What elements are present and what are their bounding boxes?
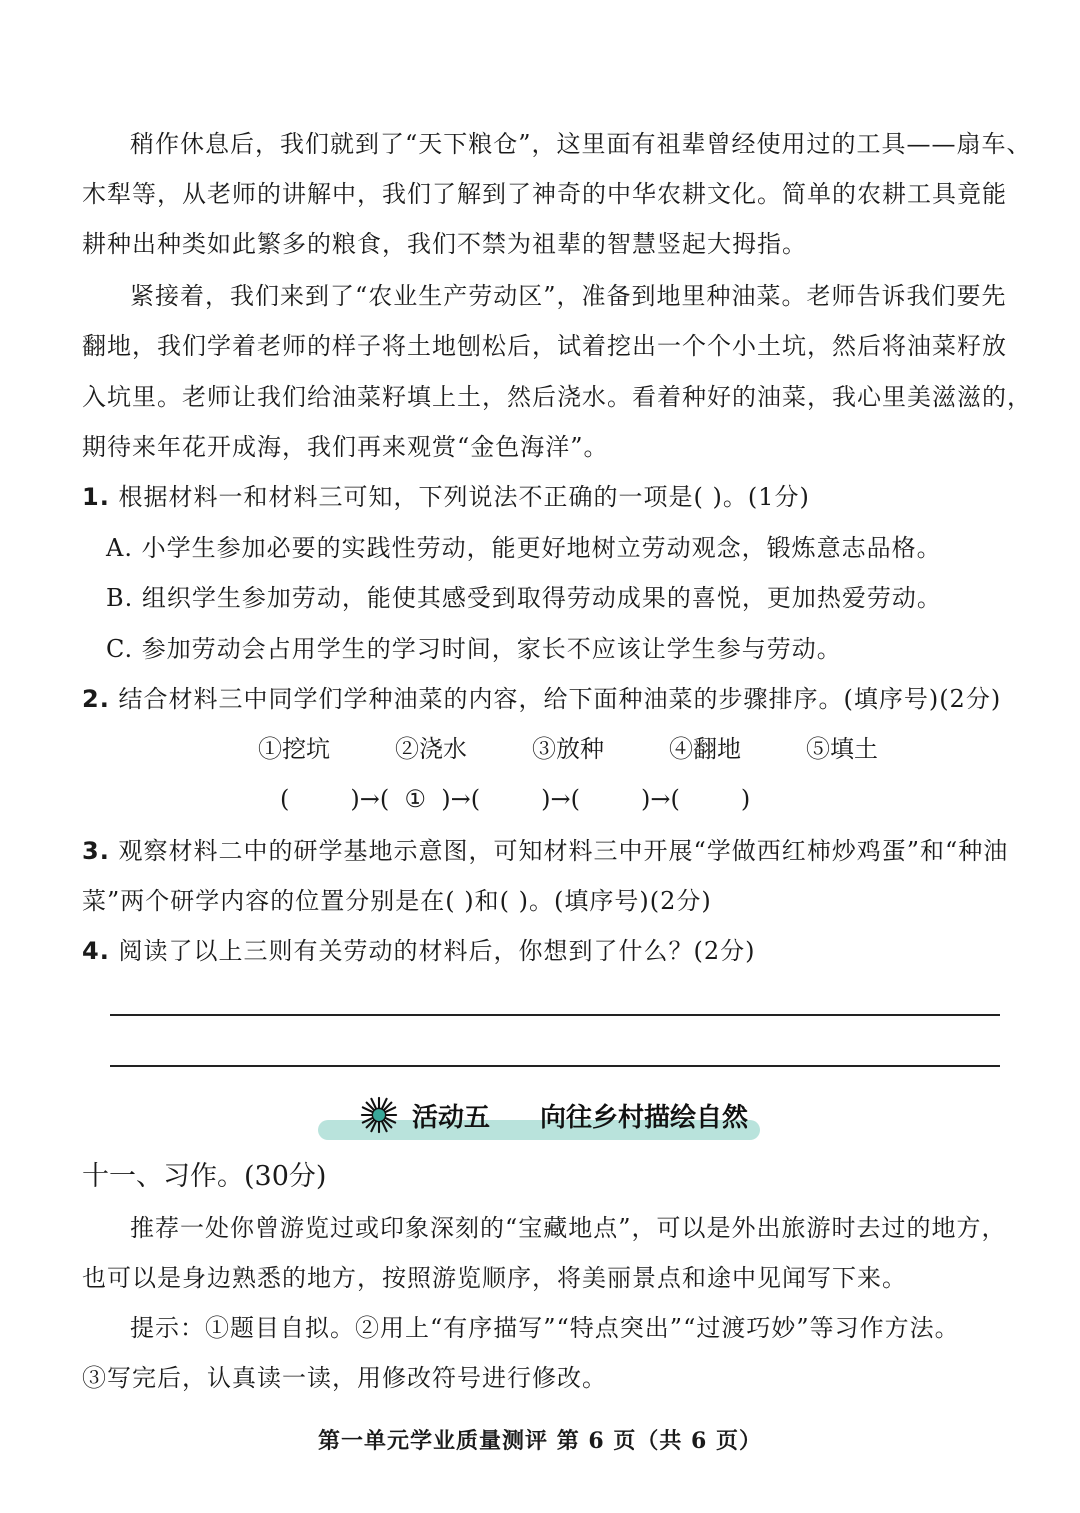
question-1: [82, 480, 1002, 514]
passage-line: 入坑里。老师让我们给油菜籽填上土，然后浇水。看着种好的油菜，我心里美滋滋的，: [82, 383, 1032, 411]
option-b: B. 组织学生参加劳动，能使其感受到取得劳动成果的喜悦，更加热爱劳动。: [106, 584, 942, 612]
question-3-continued: 菜”两个研学内容的位置分别是在( )和( )。(填序号)(2分): [82, 887, 712, 915]
passage-line: 耕种出种类如此繁多的粮食，我们不禁为祖辈的智慧竖起大拇指。: [82, 230, 807, 258]
step-item: ⑤填土: [806, 735, 878, 763]
answer-line[interactable]: [110, 1065, 1000, 1067]
passage-line: 木犁等，从老师的讲解中，我们了解到了神奇的中华农耕文化。简单的农耕工具竟能: [82, 180, 1007, 208]
question-number: 2.: [82, 685, 110, 713]
activity-title: 向往乡村描绘自然: [540, 1102, 749, 1133]
step-item: ④翻地: [669, 735, 741, 763]
sparkle-icon: [360, 1096, 398, 1134]
question-text: 阅读了以上三则有关劳动的材料后，你想到了什么？(2分): [118, 937, 756, 965]
question-text: 根据材料一和材料三可知，下列说法不正确的一项是( )。(1分): [118, 483, 810, 511]
question-2: [82, 682, 1002, 716]
section-heading: 十一、习作。(30分): [82, 1161, 327, 1192]
answer-sequence[interactable]: ( )→( ① )→( )→( )→( ): [280, 785, 751, 813]
question-text: 结合材料三中同学们学种油菜的内容，给下面种油菜的步骤排序。(填序号)(2分): [118, 685, 1002, 713]
question-4: [82, 934, 1002, 968]
question-number: 4.: [82, 937, 110, 965]
hint-line: 提示：①题目自拟。②用上“有序描写”“特点突出”“过渡巧妙”等习作方法。: [130, 1314, 960, 1342]
option-a: A. 小学生参加必要的实践性劳动，能更好地树立劳动观念，锻炼意志品格。: [106, 534, 942, 562]
step-item: ②浇水: [395, 735, 467, 763]
activity-label: 活动五: [412, 1102, 491, 1133]
question-3: [82, 834, 1009, 868]
question-text: 观察材料二中的研学基地示意图，可知材料三中开展“学做西红柿炒鸡蛋”和“种油: [118, 837, 1009, 865]
question-number: 3.: [82, 837, 110, 865]
hint-line: ③写完后，认真读一读，用修改符号进行修改。: [82, 1364, 607, 1392]
answer-line[interactable]: [110, 1014, 1000, 1016]
step-list: [258, 732, 878, 766]
activity-banner: [360, 1095, 748, 1135]
step-item: ①挖坑: [258, 735, 330, 763]
passage-line: 紧接着，我们来到了“农业生产劳动区”，准备到地里种油菜。老师告诉我们要先: [130, 282, 1007, 310]
page-footer: 第一单元学业质量测评 第 6 页（共 6 页）: [318, 1428, 762, 1454]
step-item: ③放种: [532, 735, 604, 763]
passage-line: 期待来年花开成海，我们再来观赏“金色海洋”。: [82, 433, 609, 461]
prompt-line: 也可以是身边熟悉的地方，按照游览顺序，将美丽景点和途中见闻写下来。: [82, 1264, 907, 1292]
question-number: 1.: [82, 483, 110, 511]
option-c: C. 参加劳动会占用学生的学习时间，家长不应该让学生参与劳动。: [106, 635, 842, 663]
passage-line: 翻地，我们学着老师的样子将土地刨松后，试着挖出一个个小土坑，然后将油菜籽放: [82, 332, 1007, 360]
prompt-line: 推荐一处你曾游览过或印象深刻的“宝藏地点”，可以是外出旅游时去过的地方，: [130, 1214, 1007, 1242]
passage-line: 稍作休息后，我们就到了“天下粮仓”，这里面有祖辈曾经使用过的工具——扇车、: [130, 130, 1032, 158]
